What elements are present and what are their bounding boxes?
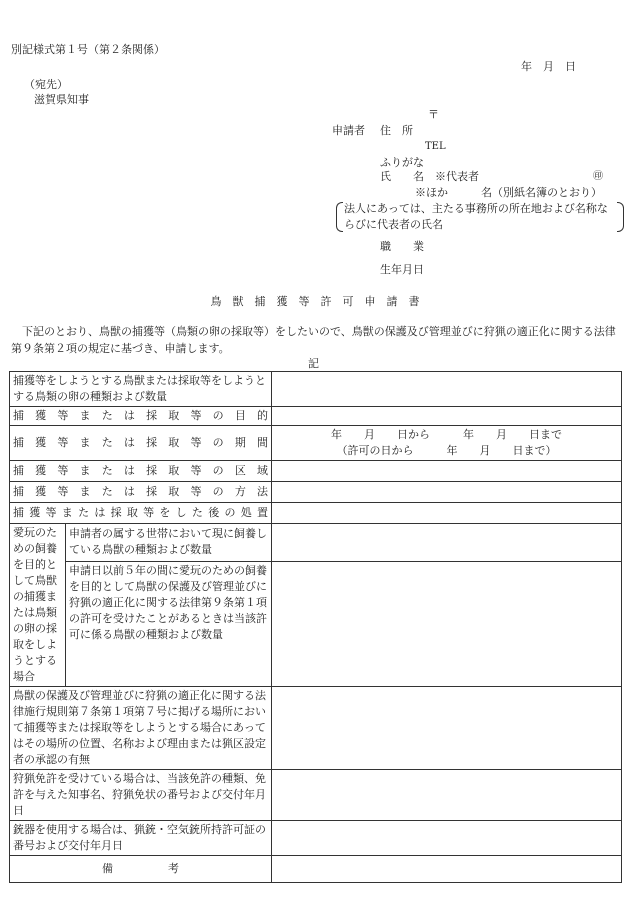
address-label: 住 所 xyxy=(380,124,413,137)
firearm-label: 銃器を使用する場合は、猟銃・空気銃所持許可証の番号および交付年月日 xyxy=(10,821,272,856)
table-row xyxy=(10,561,622,686)
application-table xyxy=(9,371,622,883)
period-value-line1: 年 月 日から 年 月 日まで xyxy=(331,428,562,441)
remarks-value[interactable] xyxy=(272,856,622,883)
species-label: 捕獲等をしようとする鳥獣または採取等をしようとする鳥類の卵の種類および数量 xyxy=(10,372,272,407)
area-label: 捕獲等または採取等の区域 xyxy=(10,461,272,482)
tel-label: TEL xyxy=(425,141,446,152)
table-row xyxy=(10,687,622,770)
purpose-value[interactable] xyxy=(272,407,622,426)
pet-household-label: 申請者の属する世帯において現に飼養している鳥獣の種類および数量 xyxy=(66,524,272,562)
postal-mark: 〒 xyxy=(428,108,439,121)
occupation-label: 職 業 xyxy=(380,240,424,253)
firearm-value[interactable] xyxy=(272,821,622,856)
table-row xyxy=(10,407,622,426)
furigana-label: ふりがな xyxy=(380,156,424,169)
table-row xyxy=(10,482,622,503)
pet-household-value[interactable] xyxy=(272,524,622,562)
name-label: 氏 名 ※代表者 xyxy=(380,170,479,183)
date-line: 年 月 日 xyxy=(521,60,576,73)
method-value[interactable] xyxy=(272,482,622,503)
addressee-label: （宛先） xyxy=(24,78,68,91)
area-value[interactable] xyxy=(272,461,622,482)
table-row xyxy=(10,770,622,821)
special-place-value[interactable] xyxy=(272,687,622,770)
period-value[interactable] xyxy=(272,426,622,461)
table-row xyxy=(10,503,622,524)
pet-group-label: 愛玩のための飼養を目的として鳥獣の捕獲または鳥類の卵の採取をしようとする場合 xyxy=(10,524,66,687)
seal-mark: ㊞ xyxy=(593,171,603,182)
ki-label: 記 xyxy=(308,357,319,370)
table-row xyxy=(10,524,622,562)
birthdate-label: 生年月日 xyxy=(380,263,424,276)
corporation-note: 法人にあっては、主たる事務所の所在地および名称ならびに代表者の氏名 xyxy=(338,201,622,233)
disposal-label: 捕獲等または採取等をした後の処置 xyxy=(10,503,272,524)
pet-past-permit-value[interactable] xyxy=(272,561,622,686)
table-row xyxy=(10,372,622,407)
pet-past-permit-label: 申請日以前５年の間に愛玩のための飼養を目的として鳥獣の保護及び管理並びに狩猟の適正化に関する法律第９条第１項の許可を受けたことがあるときは当該許可に係る鳥獣の種類および数量 xyxy=(66,561,272,686)
period-label: 捕獲等または採取等の期間 xyxy=(10,426,272,461)
purpose-label: 捕獲等または採取等の目的 xyxy=(10,407,272,426)
method-label: 捕獲等または採取等の方法 xyxy=(10,482,272,503)
others-label: ※ほか 名（別紙名簿のとおり） xyxy=(415,186,602,199)
table-row xyxy=(10,856,622,883)
form-number: 別記様式第１号（第２条関係） xyxy=(11,43,165,56)
disposal-value[interactable] xyxy=(272,503,622,524)
species-value[interactable] xyxy=(272,372,622,407)
hunting-license-value[interactable] xyxy=(272,770,622,821)
addressee: 滋賀県知事 xyxy=(34,93,89,106)
table-row xyxy=(10,426,622,461)
document-title: 鳥 獣 捕 獲 等 許 可 申 請 書 xyxy=(210,295,420,308)
period-value-line2: （許可の日から 年 月 日まで） xyxy=(336,444,557,457)
special-place-label: 鳥獣の保護及び管理並びに狩猟の適正化に関する法律施行規則第７条第１項第７号に掲げる場所において捕獲等または採取等をしようとする場合にあってはその場所の位置、名称および理由または猟区設定者の承認の有無 xyxy=(10,687,272,770)
remarks-label: 備 考 xyxy=(10,856,272,883)
hunting-license-label: 狩猟免許を受けている場合は、当該免許の種類、免許を与えた知事名、狩猟免状の番号および交付年月日 xyxy=(10,770,272,821)
applicant-label: 申請者 xyxy=(332,124,365,137)
body-text: 下記のとおり、鳥獣の捕獲等（鳥類の卵の採取等）をしたいので、鳥獣の保護及び管理並びに狩猟の適正化に関する法律第９条第２項の規定に基づき、申請します。 xyxy=(11,325,616,355)
table-row xyxy=(10,821,622,856)
table-row xyxy=(10,461,622,482)
